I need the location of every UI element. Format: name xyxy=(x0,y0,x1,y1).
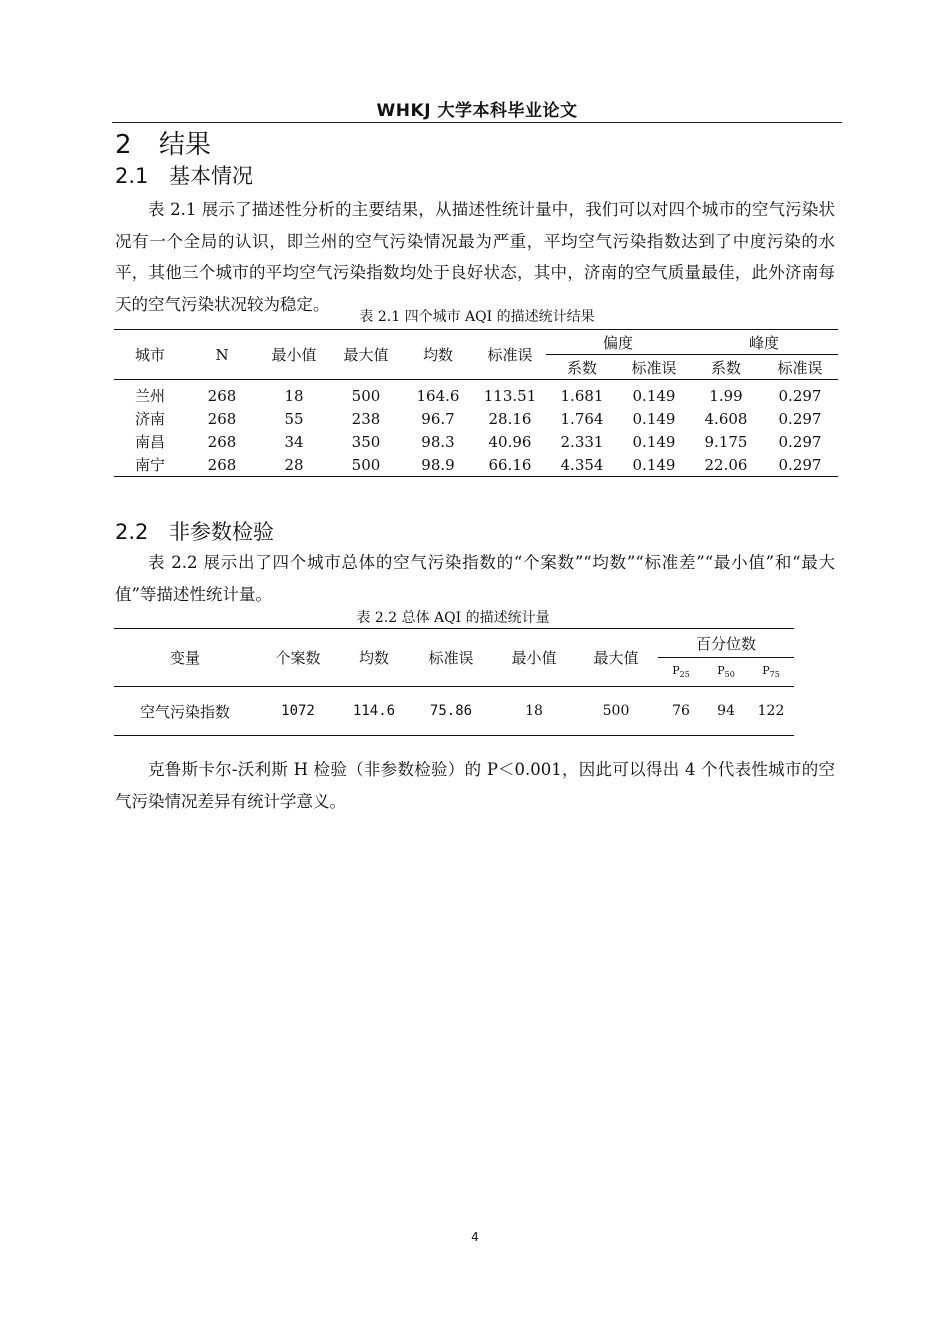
group-header-percentiles: 百分位数 xyxy=(658,629,794,658)
table-row xyxy=(114,380,838,408)
column-header: N xyxy=(186,330,258,380)
percentile-header-p75: $P_{75}$ xyxy=(748,658,794,687)
table-cell: 0.149 xyxy=(632,455,676,474)
table-cell: 4.354 xyxy=(560,455,604,474)
column-header: 城市 xyxy=(114,330,186,380)
table-cell: 268 xyxy=(207,386,237,405)
subsection-number: 2.2 xyxy=(115,520,149,544)
table-cell: 9.175 xyxy=(704,432,748,451)
table-cell: 2.331 xyxy=(560,432,604,451)
table-cell: 28.16 xyxy=(488,409,532,428)
table-cell: 268 xyxy=(207,432,237,451)
table-cell: 40.96 xyxy=(488,432,532,451)
table-2-2 xyxy=(114,628,794,736)
table-cell: 济南 xyxy=(134,410,165,428)
table-cell: 96.7 xyxy=(421,409,455,428)
table-cell: 94 xyxy=(717,703,735,719)
percentile-header-p25: $P_{25}$ xyxy=(658,658,704,687)
table-row xyxy=(114,430,838,453)
table-cell: 1.681 xyxy=(560,386,604,405)
section-number: 2 xyxy=(115,130,132,160)
subsection-heading-2-2 xyxy=(115,516,274,546)
table-cell: 268 xyxy=(207,455,237,474)
paragraph-basic-results: 表 2.1 展示了描述性分析的主要结果，从描述性统计量中，我们可以对四个城市的空气污染状况有一个全局的认识，即兰州的空气污染情况最为严重，平均空气污染指数达到了中度污染的水平，其他三个城市的平均空气污染指数均处于良好状态，其中，济南的空气质量最佳，此外济南每天的空气污染状况较为稳定。 xyxy=(115,200,835,314)
table-cell: 98.3 xyxy=(421,432,455,451)
table-cell: 28 xyxy=(284,455,304,474)
table-cell: 1.99 xyxy=(709,386,743,405)
table-cell: 0.149 xyxy=(632,432,676,451)
table-2-1 xyxy=(114,329,838,477)
table-row xyxy=(114,687,794,736)
table-cell: 0.297 xyxy=(778,386,822,405)
table-2-1-caption: 表 2.1 四个城市 AQI 的描述统计结果 xyxy=(359,309,595,325)
section-heading xyxy=(115,124,211,161)
column-header: 最小值 xyxy=(258,330,330,380)
column-header: 均数 xyxy=(340,629,408,687)
sub-header: 系数 xyxy=(690,355,762,380)
table-cell: 66.16 xyxy=(488,455,532,474)
table-cell: 500 xyxy=(602,703,630,719)
subsection-title: 基本情况 xyxy=(169,164,253,188)
column-header: 最小值 xyxy=(494,629,574,687)
subsection-heading-2-1 xyxy=(115,160,253,190)
table-cell: 164.6 xyxy=(416,386,460,405)
table-cell: 76 xyxy=(672,703,690,719)
table-cell: 75.86 xyxy=(429,703,473,719)
paragraph-nonparametric-intro: 表 2.2 展示出了四个城市总体的空气污染指数的“个案数”“均数”“标准差”“最小值”和“最大值”等描述性统计量。 xyxy=(115,553,835,604)
table-cell: 500 xyxy=(351,455,381,474)
table-cell: 4.608 xyxy=(704,409,748,428)
table-cell: 0.297 xyxy=(778,455,822,474)
table-cell: 122 xyxy=(757,703,785,719)
table-cell: 113.51 xyxy=(483,386,537,405)
table-cell: 98.9 xyxy=(421,455,455,474)
table-cell: 1.764 xyxy=(560,409,604,428)
table-cell: 500 xyxy=(351,386,381,405)
table-cell: 18 xyxy=(525,703,543,719)
table-cell: 268 xyxy=(207,409,237,428)
table-cell: 0.149 xyxy=(632,386,676,405)
subsection-title: 非参数检验 xyxy=(169,520,274,544)
page-number: 4 xyxy=(471,1230,479,1244)
running-header: WHKJ 大学本科毕业论文 xyxy=(376,101,578,121)
column-header: 均数 xyxy=(402,330,474,380)
paragraph-kruskal-wallis: 克鲁斯卡尔-沃利斯 H 检验（非参数检验）的 P＜0.001，因此可以得出 4 个代表性城市的空气污染情况差异有统计学意义。 xyxy=(115,760,835,811)
sub-header: 标准误 xyxy=(762,355,838,380)
table-cell: 南昌 xyxy=(134,433,165,451)
table-cell: 1072 xyxy=(281,703,315,719)
table-cell: 114.6 xyxy=(352,703,396,719)
column-header: 最大值 xyxy=(330,330,402,380)
column-header: 个案数 xyxy=(256,629,340,687)
table-cell: 0.149 xyxy=(632,409,676,428)
table-2-2-caption: 表 2.2 总体 AQI 的描述统计量 xyxy=(356,610,550,626)
header-rule xyxy=(112,122,842,123)
column-header: 变量 xyxy=(114,629,256,687)
subsection-number: 2.1 xyxy=(115,164,149,188)
table-cell: 兰州 xyxy=(134,387,165,405)
group-header-skewness: 偏度 xyxy=(546,330,690,355)
table-cell: 22.06 xyxy=(704,455,748,474)
sub-header: 系数 xyxy=(546,355,618,380)
table-cell: 南宁 xyxy=(134,456,165,474)
table-cell: 0.297 xyxy=(778,432,822,451)
table-cell: 55 xyxy=(284,409,304,428)
table-cell: 0.297 xyxy=(778,409,822,428)
table-row xyxy=(114,453,838,477)
group-header-kurtosis: 峰度 xyxy=(690,330,838,355)
column-header: 标准误 xyxy=(408,629,494,687)
percentile-header-p50: $P_{50}$ xyxy=(704,658,748,687)
table-cell: 350 xyxy=(351,432,381,451)
section-title: 结果 xyxy=(159,130,212,160)
column-header: 最大值 xyxy=(574,629,658,687)
table-cell: 238 xyxy=(351,409,381,428)
column-header: 标准误 xyxy=(474,330,546,380)
table-cell: 空气污染指数 xyxy=(139,702,230,721)
table-cell: 34 xyxy=(284,432,304,451)
table-row xyxy=(114,407,838,430)
sub-header: 标准误 xyxy=(618,355,690,380)
table-cell: 18 xyxy=(284,386,304,405)
